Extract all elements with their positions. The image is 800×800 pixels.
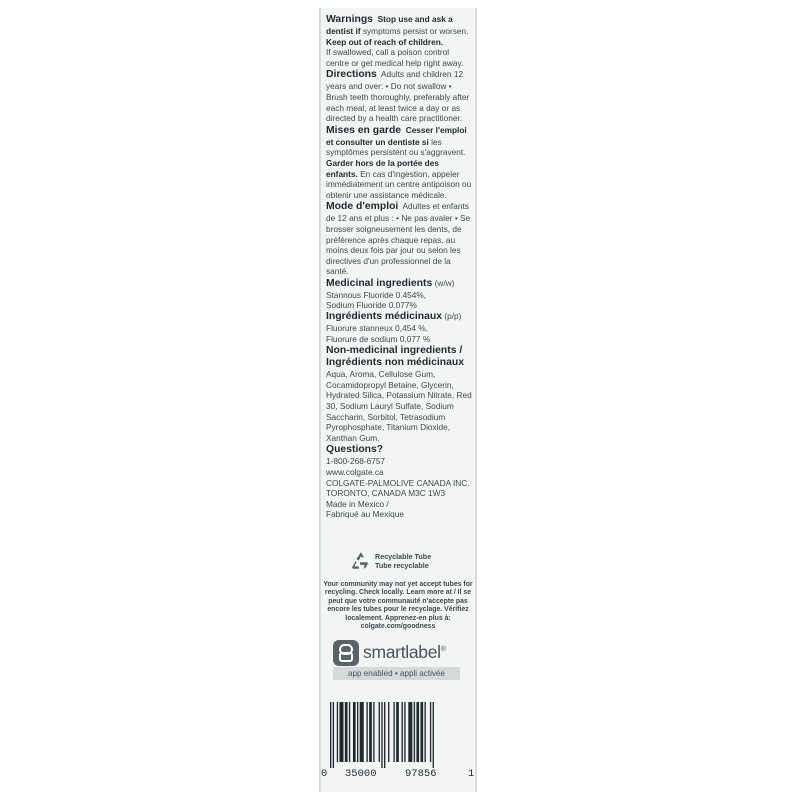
recycle-note: Your community may not yet accept tubes for recycling. Check locally. Learn more at / Il se peut que votre communauté n'accepte pas encore les tubes pour le recyclage. Vérifiez localement. Apprenez-en plus à: colgate.com/goodness [323, 581, 473, 631]
mode-emploi-heading: Mode d'emploi [326, 201, 399, 213]
medicinal-line-2: Sodium Fluoride 0.077% [326, 300, 417, 311]
barcode-bar [430, 702, 431, 762]
recycle-line-2: Tube recyclable [375, 560, 429, 570]
directions-heading: Directions [326, 69, 377, 81]
mises-en-garde-lead: Cesser l'emploi et consulter un dentiste si [326, 124, 467, 147]
medicinal-heading-line [326, 278, 472, 290]
keep-out-text: Keep out of reach of children. [326, 36, 444, 47]
smartlabel-mark [333, 640, 461, 682]
barcode-bar [404, 702, 405, 762]
questions-fabrique: Fabriqué au Mexique [326, 509, 404, 520]
garder-text: Garder hors de la portée des enfants. [326, 157, 439, 179]
label-text [326, 14, 472, 520]
mode-emploi-section [326, 201, 472, 277]
medicinaux-line-1: Fluorure stanneux 0,454 %, [326, 323, 428, 334]
directions-text: Adults and children 12 years and over: • Do not swallow • Brush teeth thoroughly, preferably after each meal, at least twice a day or as directed by a health care practitioner. [326, 69, 470, 124]
directions-section [326, 69, 472, 123]
barcode-bar [345, 702, 348, 762]
barcode [330, 702, 468, 768]
barcode-bar [384, 702, 385, 768]
medicinaux-unit: (p/p) [444, 311, 462, 322]
barcode-bar [414, 702, 415, 762]
barcode-bar [337, 702, 338, 762]
questions-address: TORONTO, CANADA M3C 1W3 [326, 488, 446, 499]
barcode-bar [353, 702, 356, 762]
barcode-bar [333, 702, 334, 768]
mode-emploi-text: Adultes et enfants de 12 ans et plus : • Ne pas avaler • Se brosser soigneusement les dents, de préférence après chaque repas, au moins deux fois par jour ou selon les directives d'un professionnel de la santé. [326, 201, 471, 277]
barcode-bar [379, 702, 380, 762]
registered-mark: ® [440, 646, 446, 654]
warnings-heading: Warnings [326, 14, 373, 25]
barcode-bar [416, 702, 419, 762]
barcode-bar [420, 702, 423, 762]
warnings-lead: Stop use and ask a dentist if [326, 14, 453, 36]
barcode-bar [330, 702, 331, 768]
medicinaux-heading: Ingrédients médicinaux [326, 311, 443, 323]
non-medicinal-heading-1: Non-medicinal ingredients / [326, 345, 463, 357]
medicinaux-heading-line [326, 311, 472, 323]
warnings-section [326, 14, 472, 37]
smartlabel-word: smartlabel [363, 642, 441, 662]
barcode-bar [396, 702, 399, 762]
questions-company: COLGATE-PALMOLIVE CANADA INC. [326, 477, 470, 488]
medicinal-heading: Medicinal ingredients [326, 277, 433, 289]
barcode-bar [388, 702, 389, 762]
mises-en-garde-section [326, 125, 472, 158]
barcode-first-digit: 0 [321, 768, 328, 780]
recycle-icon [350, 550, 372, 572]
mises-en-garde-heading: Mises en garde [326, 124, 402, 136]
medicinal-unit: (w/w) [434, 277, 455, 288]
barcode-bar [402, 702, 403, 762]
barcode-bar [369, 702, 372, 762]
barcode-group-1: 35000 [345, 768, 377, 780]
barcode-bar [373, 702, 374, 762]
barcode-bar [349, 702, 350, 762]
medicinal-line-1: Stannous Fluoride 0.454%, [326, 289, 427, 300]
questions-phone: 1-800-268-6757 [326, 456, 386, 467]
barcode-group-2: 97856 [405, 768, 437, 780]
barcode-bar [339, 702, 343, 762]
recycle-label [375, 553, 431, 570]
barcode-bar [360, 702, 364, 762]
barcode-last-digit: 1 [468, 768, 475, 780]
recycle-line-1: Recyclable Tube [375, 552, 432, 561]
barcode-bar [393, 702, 394, 762]
mises-en-garde-lead-rest: les symptômes persistent ou s'aggravent. [326, 136, 466, 158]
recyclable-tube-mark [350, 550, 460, 578]
questions-web: www.colgate.ca [326, 467, 384, 477]
questions-heading: Questions? [326, 444, 384, 456]
barcode-bar [408, 702, 412, 762]
barcode-bar [425, 702, 426, 762]
barcode-bar [381, 702, 382, 768]
smartlabel-wordmark [363, 642, 446, 663]
barcode-bar [366, 702, 367, 762]
garder-section [326, 158, 472, 200]
questions-made-in: Made in Mexico / [326, 498, 389, 509]
non-medicinal-text: Aqua, Aroma, Cellulose Gum, Cocamidopropyl Betaine, Glycerin, Hydrated Silica, Potassium Nitrate, Red 30, Sodium Lauryl Sulfate, Sodium Saccharin, Sorbitol, Tetrasodium Pyrophosphate, Titanium Dioxide, Xanthan Gum. [326, 369, 472, 443]
app-enabled-badge: app enabled • appli activée [333, 667, 460, 680]
swallowed-text: If swallowed, call a poison control centre or get medical help right away. [326, 47, 464, 68]
non-medicinal-heading-2: Ingrédients non médicinaux [326, 357, 464, 369]
barcode-bar [357, 702, 358, 762]
warnings-lead-rest: symptoms persist or worsen. [360, 26, 469, 36]
barcode-bar [433, 702, 434, 768]
ingestion-text: En cas d'ingestion, appeler immédiatement un centre antipoison ou obtenir une assistance médicale. [326, 168, 472, 200]
medicinaux-line-2: Fluorure de sodium 0,077 % [326, 333, 431, 344]
smartlabel-logo-icon [333, 640, 359, 666]
